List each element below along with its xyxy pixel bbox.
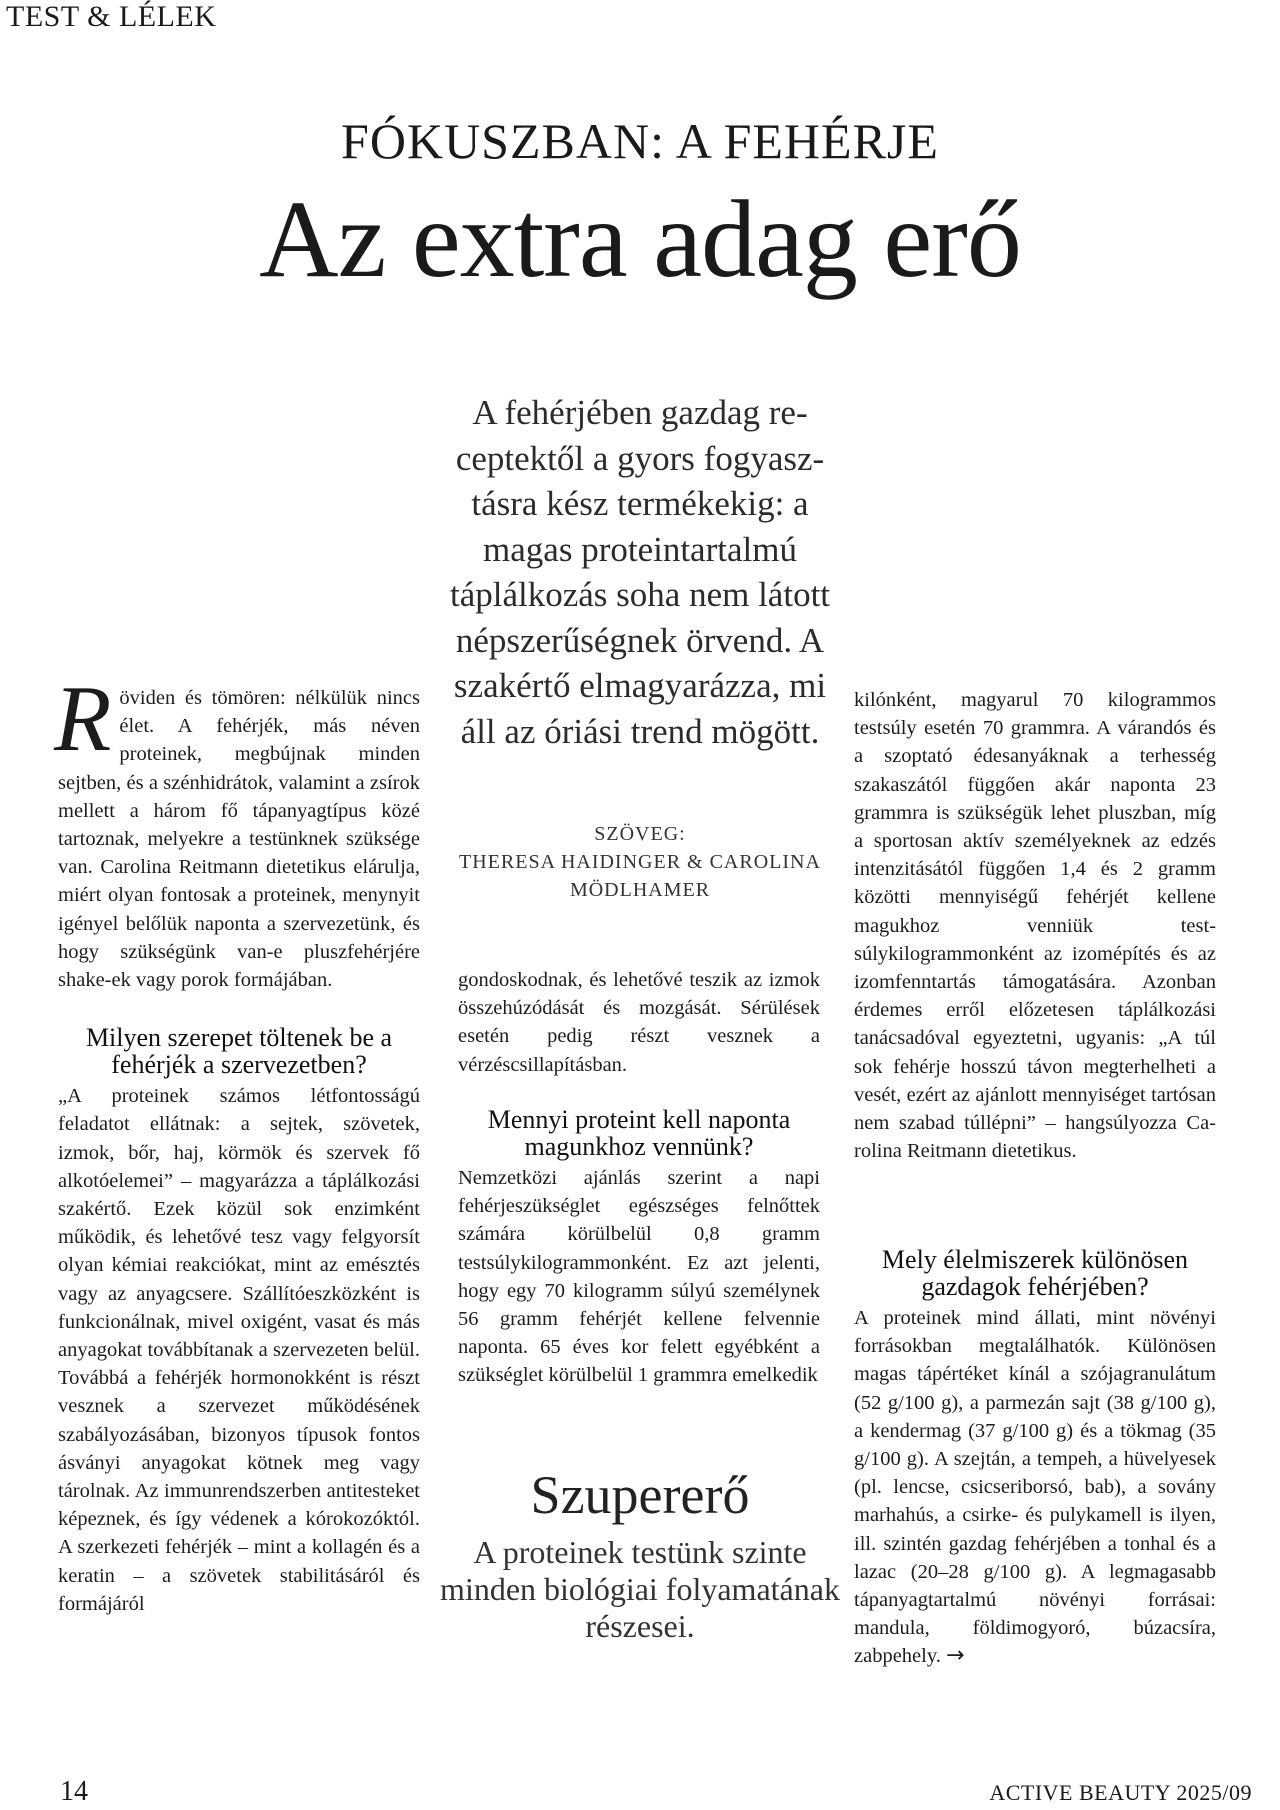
intro-paragraph bbox=[54, 667, 420, 994]
body-paragraph-foods: A proteinek mind állati, mint növényi forrásokban megtalálhatók. Különösen magas tápértéket kínál a szójagranulátum (52 g/100 g), a parmezán sajt (38 g/100 g), a kendermag (37 g/100 g) és a tökmag (35 g/100 g). A szejtán, a tempeh, a hüvelyesek (pl. lencse, csicseriborsó, bab), a sovány marhahús, a csirke- és pulykamell is ilyen, ill. szintén gazdag fehérjében a tonhal és a lazac (20–28 g/100 g). A legmagasabb tápanyagtartalmú növényi forrásai: mandula, földimogyoró, búzacsíra, zabpehely. → bbox=[854, 1307, 1216, 1669]
continue-arrow-icon: → bbox=[946, 1643, 965, 1669]
magazine-issue: ACTIVE BEAUTY 2025/09 bbox=[989, 1780, 1252, 1805]
byline bbox=[440, 820, 840, 904]
body-paragraph-amount: Nemzetközi ajánlás szerint a napi fehérjeszükséglet egészséges felnőttek számára körülbelül 0,8 gramm testsúlykilogrammonként. Ez azt jelenti, hogy egy 70 kilogramm súlyú személynek 56 gramm fehérjét kellene felvennie naponta. 65 éves kor felett egyébként a szükséglet körülbelül 1 grammra emelkedik bbox=[458, 1167, 820, 1387]
continuation-paragraph: gondoskodnak, és lehetővé teszik az izmok összehúzódását és mozgását. Sérülések esetén pedig részt vesznek a vérzéscsillapításban. bbox=[458, 969, 820, 1076]
column-2 bbox=[458, 1106, 820, 1390]
section-heading-foods: Mely élelmiszerek különösen gazdagok fehérjében? bbox=[881, 1245, 1189, 1301]
column-3 bbox=[854, 1246, 1216, 1671]
intro-text: öviden és tömören: nélkülük nincs élet. A fehérjék, más néven proteinek, megbújnak minden sejtben, és a szénhidrátok, valamint a zsírok mellett a három fő tápanyagtípus közé tartoznak, melyekre a testünknek szüksége van. Carolina Reitmann dietetikus elárulja, miért olyan fontosak a proteinek, menynyit igényel belőlük naponta a szervezetünk, és hogy szükségünk van-e pluszfehérjére shake-ek vagy porok formájában. bbox=[58, 687, 420, 992]
article-kicker: FÓKUSZBAN: A FEHÉRJE bbox=[341, 113, 939, 169]
column-2-continuation bbox=[458, 966, 820, 1079]
drop-cap: R bbox=[54, 667, 112, 771]
column-3-continuation bbox=[854, 686, 1216, 1165]
column-1 bbox=[54, 667, 420, 1618]
section-heading-amount: Mennyi proteint kell naponta magunkhoz vennünk? bbox=[487, 1105, 791, 1161]
pullquote-title: Szupererő bbox=[530, 1465, 750, 1525]
section-label: TEST & LÉLEK bbox=[6, 0, 217, 33]
pullquote-text: A proteinek testünk szinte minden biológiai folyamatának részesei. bbox=[440, 1534, 840, 1644]
section-heading-roles: Milyen szerepet töltenek be a fehérjék a szervezetben? bbox=[85, 1023, 393, 1080]
page-number: 14 bbox=[60, 1776, 88, 1807]
byline-label: SZÖVEG: bbox=[594, 823, 686, 845]
body-paragraph-roles: „A proteinek számos létfontosságú feladatot ellátnak: a sejtek, szövetek, izmok, bőr, haj, körmök és szervek fő alkotóelemei” – magyarázza a táplálkozási szakértő. Ezek közül sok enzimként működik, és lehetővé tesz vagy felgyorsít olyan kémiai reakciókat, mint az emésztés vagy az anyagcsere. Szállítóeszközként is funkcionálnak, mivel oxigént, vasat és más anyagokat továbbítanak a szervezeten belül. Továbbá a fehérjék hormonokként is részt vesznek a szervezet működésének szabályozásában, bizonyos típusok fontos ásványi anyagokat kötnek meg vagy tárolnak. Az immunrendszerben antitesteket képeznek, és így védenek a kórokozóktól. A szerkezeti fehérjék – mint a kollagén és a keratin – a szövetek stabilitásáról és formájáról bbox=[58, 1085, 420, 1615]
article-lead: A fehérjében gazdag receptektől a gyors fogyasztásra kész termékekig: a magas proteintartalmú táplálkozás soha nem látott népszerűségnek örvend. A szakértő elmagyarázza, mi áll az óriási trend mögött. bbox=[449, 393, 831, 751]
continuation-paragraph-3: kilónként, magyarul 70 kilogrammos testsúly esetén 70 grammra. A várandós és a szoptató édesanyáknak a terhesség szakaszától függően akár naponta 23 grammra is szükségük lehet pluszban, míg a sportosan aktív személyeknek az edzés intenzitásától függően 1,4 és 2 gramm közötti mennyiségű fehérjét kellene magukhoz venniük testsúlykilogrammonként az izomépítés és az izomfenntartás támogatására. Azonban érdemes erről előzetesen táplálkozási tanácsadóval egyeztetni, ugyanis: „A túl sok fehérje hosszú távon megterhelheti a vesét, ezért az ajánlott mennyiséget tartósan nem szabad túllépni” – hangsúlyozza Carolina Reitmann dietetikus. bbox=[854, 689, 1216, 1163]
article-headline: Az extra adag erő bbox=[259, 178, 1021, 300]
byline-authors: THERESA HAIDINGER & CAROLINA MÖDLHAMER bbox=[459, 851, 821, 901]
